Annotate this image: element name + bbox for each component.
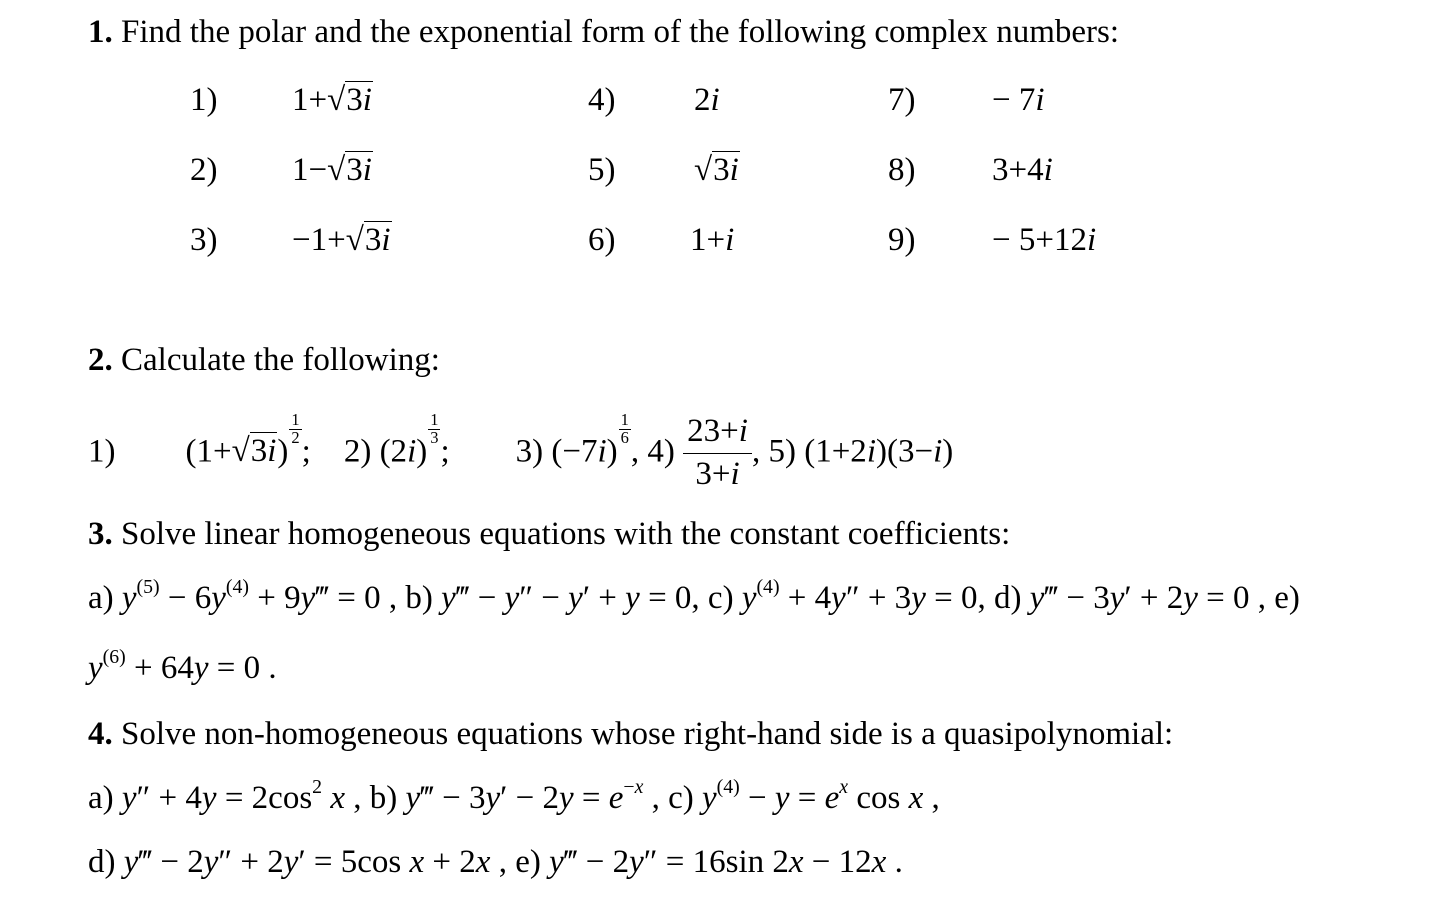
question-4-text: Solve non-homogeneous equations whose right-hand side is a quasipolynomial: [112, 716, 1174, 752]
question-2-number: 2. [88, 342, 113, 378]
q1-item-expr: √3i [694, 152, 739, 188]
q1-item-label: 8) [888, 152, 916, 188]
question-4-equations-line-2: d) y‴ − 2y″ + 2y′ = 5cos x + 2x , e) y‴ − 2y″ = 16sin 2x − 12x . [88, 844, 903, 880]
q2-item-label: 1) [88, 433, 116, 470]
question-3 [88, 518, 1010, 551]
q1-item-label: 6) [588, 222, 616, 258]
question-1-number: 1. [88, 14, 113, 50]
question-2-text: Calculate the following: [112, 342, 440, 378]
question-3-text: Solve linear homogeneous equations with the constant coefficients: [112, 516, 1011, 552]
q1-item-label: 4) [588, 82, 616, 118]
q1-item-expr: 3+4i [992, 152, 1053, 188]
question-4-equations-line-1: a) $y'' + 4y = 2\cos^2$ x , b) y‴ − $3y' - 2y = e^{-x}$ , c) $y^{(4)} - y = e^x$ cos x , [88, 776, 940, 816]
q1-item-label: 3) [190, 222, 218, 258]
q1-item-expr: 2i [694, 82, 720, 118]
question-4-number: 4. [88, 716, 113, 752]
q1-item-expr: − 5+12i [992, 222, 1097, 258]
q1-item-label: 1) [190, 82, 218, 118]
q1-item-expr: − 7i [992, 82, 1045, 118]
question-1-text: Find the polar and the exponential form of the following complex numbers: [112, 14, 1120, 50]
q1-item-expr: −1+√3i [292, 222, 391, 258]
question-2-expressions: 1) (1+√3i) $\frac{1}{2}$ ; 2) (2i) $\frac{1}{3}$ ; 3) (−7i) $\frac{1}{6}$ , 4) $\frac{23+i}{3+i}$ , 5) (1+2i)(3−i) [88, 410, 954, 493]
q1-item-label: 9) [888, 222, 916, 258]
q1-item-label: 7) [888, 82, 916, 118]
question-3-number: 3. [88, 516, 113, 552]
question-4 [88, 718, 1173, 751]
question-3-equations-line-2: $y^{(6)} + 64y = 0$ . [88, 646, 277, 686]
q1-item-expr: 1−√3i [292, 152, 372, 188]
q1-item-label: 5) [588, 152, 616, 188]
question-2 [88, 344, 440, 377]
q1-item-label: 2) [190, 152, 218, 188]
question-1 [88, 16, 1119, 49]
q1-item-expr: 1+√3i [292, 82, 372, 118]
question-3-equations-line-1: a) $y^{(5)} - 6y^{(4)}$ + 9y‴ = 0 , b) y‴ − y″ − y′ + y = 0, c) $y^{(4)} + 4y'' + 3y = 0$, d) y‴ − 3y′ + 2y = 0 , e) [88, 576, 1300, 616]
q1-item-expr: 1+i [690, 222, 735, 258]
